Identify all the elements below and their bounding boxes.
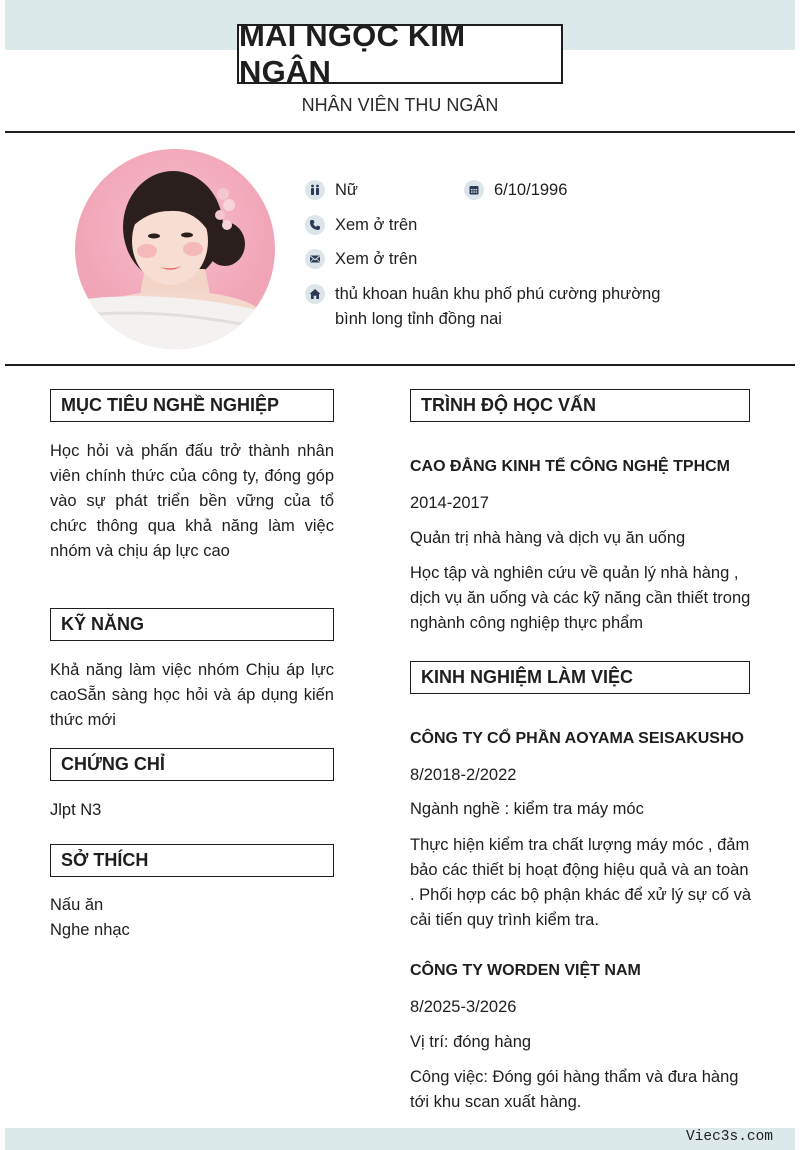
job-1-period: 8/2018-2/2022 (410, 766, 517, 784)
certificates-heading-box (50, 748, 334, 781)
name-box (237, 18, 563, 89)
gender-row (305, 178, 358, 203)
job-2-description: Công việc: Đóng gói hàng thẩm và đưa hàng tới khu scan xuất hàng. (410, 1068, 739, 1111)
education-heading-box (410, 389, 750, 422)
birthday-value: 6/10/1996 (494, 181, 568, 199)
job-2-role: Vị trí: đóng hàng (410, 1033, 532, 1051)
address-row (305, 282, 660, 332)
experience-heading: KINH NGHIỆM LÀM VIỆC (421, 667, 634, 687)
email-value: Xem ở trên (335, 250, 418, 268)
email-row (305, 247, 417, 272)
birthday-row (464, 178, 567, 203)
brand-watermark: Viec3s.com (685, 1129, 773, 1145)
certificate-item: Jlpt N3 (50, 801, 102, 819)
envelope-icon (305, 249, 325, 269)
education-major: Quản trị nhà hàng và dịch vụ ăn uống (410, 529, 686, 547)
education-heading: TRÌNH ĐỘ HỌC VẤN (421, 395, 596, 415)
skills-heading: KỸ NĂNG (61, 614, 145, 634)
divider-top (5, 131, 795, 133)
home-icon (305, 284, 325, 304)
bottom-decor-band (5, 1128, 795, 1150)
hobbies-heading-box (50, 844, 334, 877)
school-name: CAO ĐẲNG KINH TẾ CÔNG NGHỆ TPHCM (410, 458, 730, 475)
job-1-description: Thực hiện kiểm tra chất lượng máy móc , đảm bảo các thiết bị hoạt động hiệu quả và an toàn . Phối hợp các bộ phận khác để xử lý sự cố và cải tiến quy trình kiểm tra. (410, 836, 752, 929)
phone-icon (305, 215, 325, 235)
education-description: Học tập và nghiên cứu về quản lý nhà hàng , dịch vụ ăn uống và các kỹ năng cần thiết trong nghành công nghiệp thực phẩm (410, 564, 751, 632)
skills-text: Khả năng làm việc nhóm Chịu áp lực caoSẵn sàng học hỏi và áp dụng kiến thức mới (50, 661, 334, 729)
objective-heading-box (50, 389, 334, 422)
education-period: 2014-2017 (410, 494, 489, 512)
skills-heading-box (50, 608, 334, 641)
job-1-role: Ngành nghề : kiểm tra máy móc (410, 800, 644, 818)
gender-value: Nữ (335, 181, 358, 199)
calendar-icon (464, 180, 484, 200)
gender-icon (305, 180, 325, 200)
job-title: NHÂN VIÊN THU NGÂN (301, 95, 499, 115)
divider-middle (5, 364, 795, 366)
portrait-illustration (75, 149, 275, 349)
profile-photo (75, 149, 275, 349)
hobbies-heading: SỞ THÍCH (61, 850, 149, 870)
hobby-item-2: Nghe nhạc (50, 921, 130, 939)
job-1-company: CÔNG TY CỔ PHẦN AOYAMA SEISAKUSHO (410, 730, 744, 747)
certificates-heading: CHỨNG CHỈ (61, 754, 165, 774)
address-line-1: thủ khoan huân khu phố phú cường phường (335, 285, 661, 303)
address-line-2: bình long tỉnh đồng nai (335, 310, 502, 328)
candidate-name: MAI NGỌC KIM NGÂN (239, 18, 466, 89)
objective-heading: MỤC TIÊU NGHỀ NGHIỆP (61, 395, 280, 415)
phone-value: Xem ở trên (335, 216, 418, 234)
address-value (335, 282, 660, 332)
objective-text: Học hỏi và phấn đấu trở thành nhân viên chính thức của công ty, đóng góp vào sự phát triển bền vững của tổ chức thông qua khả năng làm việc nhóm và chịu áp lực cao (50, 442, 334, 560)
hobby-item-1: Nấu ăn (50, 896, 104, 914)
experience-heading-box (410, 661, 750, 694)
job-2-period: 8/2025-3/2026 (410, 998, 517, 1016)
job-2-company: CÔNG TY WORDEN VIỆT NAM (410, 962, 641, 979)
phone-row (305, 213, 417, 238)
